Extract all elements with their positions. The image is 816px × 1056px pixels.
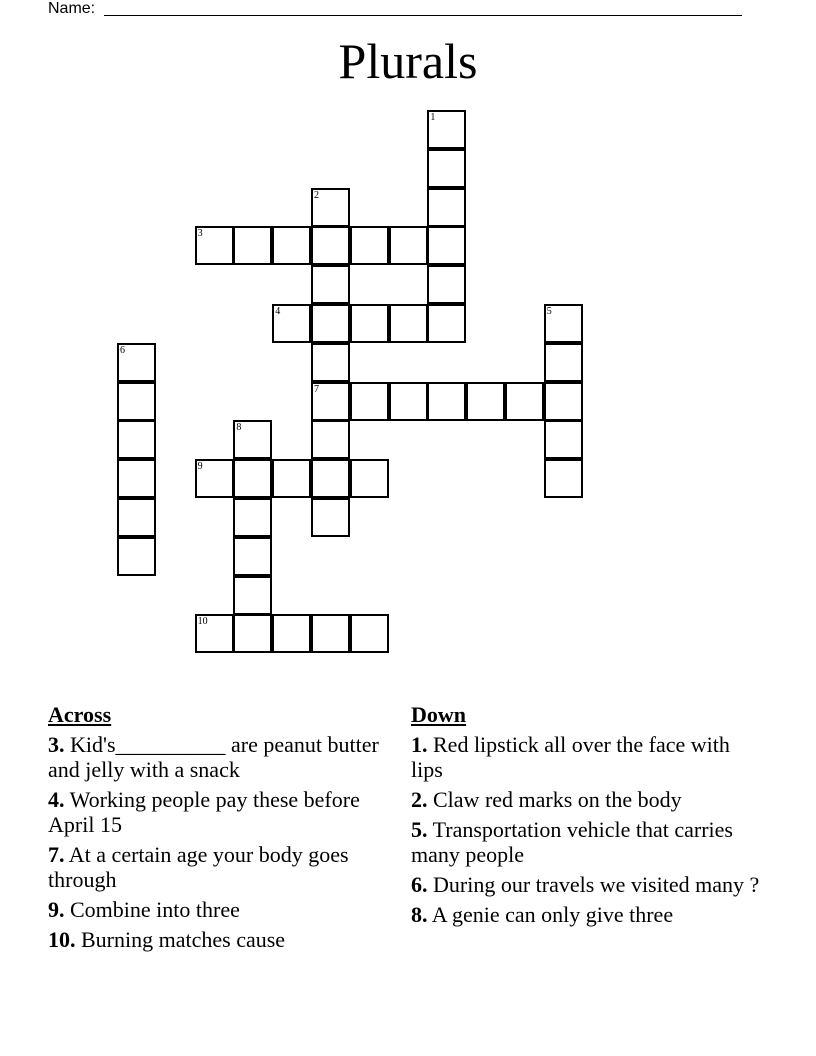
crossword-cell[interactable] (272, 614, 311, 653)
clue-text: A genie can only give three (427, 902, 674, 927)
crossword-cell[interactable] (544, 304, 583, 343)
clue-down-5 (411, 817, 761, 867)
crossword-cell[interactable] (311, 304, 350, 343)
clue-across-9 (48, 897, 388, 922)
page-title: Plurals (338, 33, 478, 89)
clue-text: Transportation vehicle that carries many people (411, 817, 733, 867)
crossword-cell[interactable] (350, 226, 389, 265)
cell-number: 8 (236, 422, 242, 434)
cell-number: 2 (314, 189, 319, 201)
crossword-cell[interactable] (117, 498, 156, 537)
crossword-cell[interactable] (311, 343, 350, 382)
crossword-cell[interactable] (350, 614, 389, 653)
crossword-cell[interactable] (427, 188, 466, 227)
crossword-cell[interactable] (117, 459, 156, 498)
crossword-cell[interactable] (427, 304, 466, 343)
crossword-cell[interactable] (195, 226, 234, 265)
crossword-cell[interactable] (311, 226, 350, 265)
clue-across-10 (48, 927, 388, 952)
clue-text: Working people pay these before April 15 (48, 787, 360, 837)
cell-number: 3 (197, 228, 203, 240)
name-label: Name: (48, 0, 96, 17)
crossword-cell[interactable] (427, 110, 466, 149)
cell-number: 10 (197, 616, 208, 628)
clue-number: 5. (411, 817, 428, 842)
crossword-cell[interactable] (505, 382, 544, 421)
cell-number: 1 (430, 112, 436, 123)
across-heading: Across (48, 702, 112, 727)
cell-number: 7 (314, 383, 319, 395)
clue-across-3 (48, 732, 388, 782)
crossword-cell[interactable] (195, 459, 234, 498)
cell-number: 9 (197, 461, 203, 473)
crossword-cell[interactable] (350, 382, 389, 421)
crossword-cell[interactable] (272, 226, 311, 265)
clue-number: 7. (48, 842, 65, 867)
crossword-cell[interactable] (233, 498, 272, 537)
crossword-cell[interactable] (233, 459, 272, 498)
clue-text: At a certain age your body goes through (48, 842, 349, 892)
clue-number: 4. (48, 787, 65, 812)
crossword-cell[interactable] (311, 459, 350, 498)
crossword-cell[interactable] (466, 382, 505, 421)
crossword-cell[interactable] (544, 382, 583, 421)
clue-down-8 (411, 902, 761, 927)
crossword-cell[interactable] (311, 382, 350, 421)
crossword-cell[interactable] (233, 420, 272, 459)
clue-number: 2. (411, 787, 428, 812)
crossword-cell[interactable] (544, 343, 583, 382)
clue-number: 1. (411, 732, 428, 757)
clue-down-2 (411, 787, 761, 812)
clue-across-7 (48, 842, 388, 892)
crossword-cell[interactable] (117, 343, 156, 382)
crossword-cell[interactable] (195, 614, 234, 653)
crossword-cell[interactable] (233, 614, 272, 653)
clue-number: 3. (48, 732, 65, 757)
cell-number: 5 (546, 306, 552, 317)
crossword-cell[interactable] (311, 265, 350, 304)
clue-number: 6. (411, 872, 428, 897)
crossword-cell[interactable] (272, 459, 311, 498)
clue-across-4 (48, 787, 388, 837)
crossword-cell[interactable] (427, 226, 466, 265)
crossword-cell[interactable] (117, 537, 156, 576)
crossword-cell[interactable] (389, 226, 428, 265)
crossword-cell[interactable] (311, 188, 350, 227)
crossword-cell[interactable] (233, 537, 272, 576)
crossword-cell[interactable] (427, 382, 466, 421)
clue-down-6 (411, 872, 761, 897)
cell-number: 4 (275, 306, 281, 317)
clue-text: Combine into three (64, 897, 240, 922)
clue-down-1 (411, 732, 761, 782)
crossword-cell[interactable] (311, 498, 350, 537)
cell-number: 6 (120, 344, 125, 356)
crossword-cell[interactable] (311, 420, 350, 459)
clue-text: Red lipstick all over the face with lips (411, 732, 730, 782)
clue-text: Burning matches cause (75, 927, 286, 952)
crossword-cell[interactable] (117, 420, 156, 459)
across-clues (48, 702, 388, 957)
crossword-cell[interactable] (389, 382, 428, 421)
clue-text: During our travels we visited many ? (427, 872, 760, 897)
crossword-cell[interactable] (544, 459, 583, 498)
down-heading: Down (411, 702, 467, 727)
clue-number: 9. (48, 897, 65, 922)
crossword-cell[interactable] (389, 304, 428, 343)
crossword-cell[interactable] (350, 304, 389, 343)
clue-number: 8. (411, 902, 428, 927)
clue-number: 10. (48, 927, 76, 952)
crossword-cell[interactable] (311, 614, 350, 653)
clue-text: Claw red marks on the body (427, 787, 682, 812)
crossword-cell[interactable] (544, 420, 583, 459)
crossword-cell[interactable] (272, 304, 311, 343)
crossword-cell[interactable] (233, 226, 272, 265)
crossword-cell[interactable] (117, 382, 156, 421)
crossword-cell[interactable] (350, 459, 389, 498)
crossword-cell[interactable] (427, 265, 466, 304)
crossword-cell[interactable] (233, 576, 272, 615)
down-clues (411, 702, 761, 932)
clue-text: Kid's__________ are peanut butter and jelly with a snack (48, 732, 379, 782)
crossword-cell[interactable] (427, 149, 466, 188)
